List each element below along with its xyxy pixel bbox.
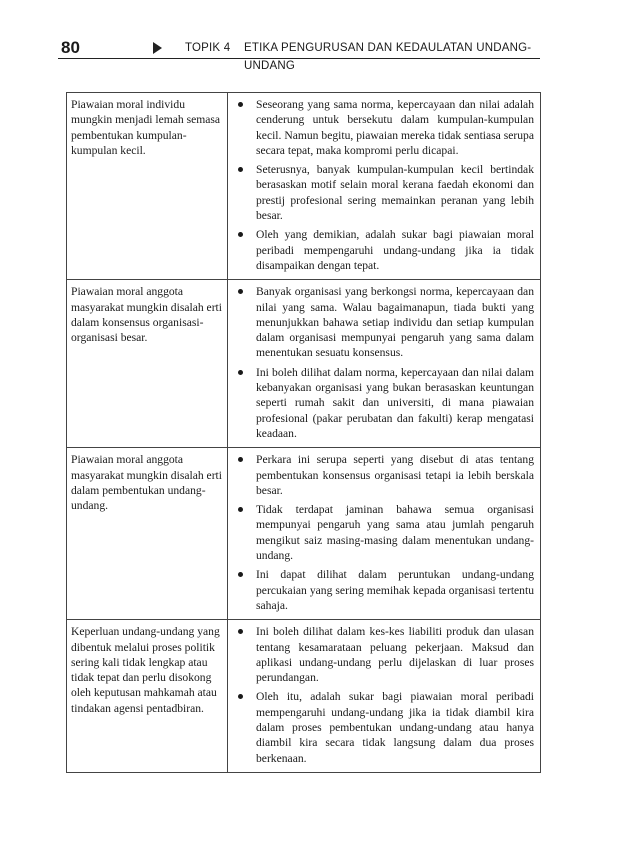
- row-heading: Piawaian moral anggota masyarakat mungkin disalah erti dalam konsensus organisasi-organisasi besar.: [67, 280, 228, 448]
- bullet-item: Oleh itu, adalah sukar bagi piawaian moral peribadi mempengaruhi undang-undang jika ia tidak diambil kira dalam proses pembentukan undang-undang atau hanya diambil kira secara tidak langsung dalam dua proses berkenaan.: [236, 689, 534, 765]
- chapter-title: ETIKA PENGURUSAN DAN KEDAULATAN UNDANG-UNDANG: [244, 42, 532, 72]
- bullet-item: Oleh yang demikian, adalah sukar bagi piawaian moral peribadi mempengaruhi undang-undang jika ia tidak disampaikan dengan tepat.: [236, 227, 534, 273]
- row-details: [228, 448, 541, 620]
- row-details: [228, 280, 541, 448]
- page-number: 80: [61, 38, 80, 57]
- topic-label: TOPIK 4: [185, 42, 231, 54]
- row-details: [228, 93, 541, 280]
- bullet-icon: [238, 167, 243, 172]
- bullet-item: Ini dapat dilihat dalam peruntukan undang-undang percukaian yang sering memihak kepada organisasi tertentu sahaja.: [236, 567, 534, 613]
- bullet-icon: [238, 457, 243, 462]
- bullet-item: Perkara ini serupa seperti yang disebut di atas tentang pembentukan konsensus organisasi tetapi ia lebih berskala besar.: [236, 452, 534, 498]
- arrow-right-icon: [153, 42, 162, 54]
- bullet-icon: [238, 694, 243, 699]
- bullet-item: Ini boleh dilihat dalam norma, kepercayaan dan nilai dalam kebanyakan organisasi yang bukan berasaskan keuntungan seperti rumah sakit dan universiti, di mana piawaian profesional (pakar perubatan dan fakulti) kerap mengatasi keadaan.: [236, 365, 534, 441]
- row-details: [228, 620, 541, 773]
- bullet-item: Tidak terdapat jaminan bahawa semua organisasi mempunyai pengaruh yang sama atau jumlah pengaruh mengikut saiz masing-masing dalam menentukan undang-undang.: [236, 502, 534, 563]
- bullet-icon: [238, 370, 243, 375]
- bullet-icon: [238, 232, 243, 237]
- table-row: [67, 280, 541, 448]
- table-row: [67, 620, 541, 773]
- row-heading: Piawaian moral individu mungkin menjadi lemah semasa pembentukan kumpulan-kumpulan kecil.: [67, 93, 228, 280]
- bullet-icon: [238, 507, 243, 512]
- table-row: [67, 448, 541, 620]
- bullet-icon: [238, 289, 243, 294]
- bullet-item: Seseorang yang sama norma, kepercayaan dan nilai adalah cenderung untuk bersekutu dalam kumpulan-kumpulan kecil. Namun begitu, piawaian mereka tidak sentiasa serupa secara tepat, maka kompromi perlu dicapai.: [236, 97, 534, 158]
- bullet-item: Seterusnya, banyak kumpulan-kumpulan kecil bertindak berasaskan motif selain moral kerana faedah ekonomi dan prestij profesional sering memainkan peranan yang lebih besar.: [236, 162, 534, 223]
- bullet-icon: [238, 102, 243, 107]
- bullet-icon: [238, 572, 243, 577]
- bullet-item: Banyak organisasi yang berkongsi norma, kepercayaan dan nilai yang sama. Walau bagaimanapun, tiada bukti yang menunjukkan bahawa setiap individu dan setiap kumpulan dalam organisasi mempunyai pengaruh yang sama dalam menentukan sesuatu konsensus.: [236, 284, 534, 360]
- bullet-item: Ini boleh dilihat dalam kes-kes liabiliti produk dan ulasan tentang kesamarataan peluang pekerjaan. Maksud dan aplikasi undang-undang perlu dijelaskan di luar proses perundangan.: [236, 624, 534, 685]
- table-row: [67, 93, 541, 280]
- row-heading: Keperluan undang-undang yang dibentuk melalui proses politik sering kali tidak lengkap atau tidak tepat dan perlu disokong oleh keputusan mahkamah atau tindakan agensi pentadbiran.: [67, 620, 228, 773]
- running-header: [58, 38, 540, 72]
- row-heading: Piawaian moral anggota masyarakat mungkin disalah erti dalam pembentukan undang-undang.: [67, 448, 228, 620]
- content-table: [66, 92, 541, 773]
- bullet-icon: [238, 629, 243, 634]
